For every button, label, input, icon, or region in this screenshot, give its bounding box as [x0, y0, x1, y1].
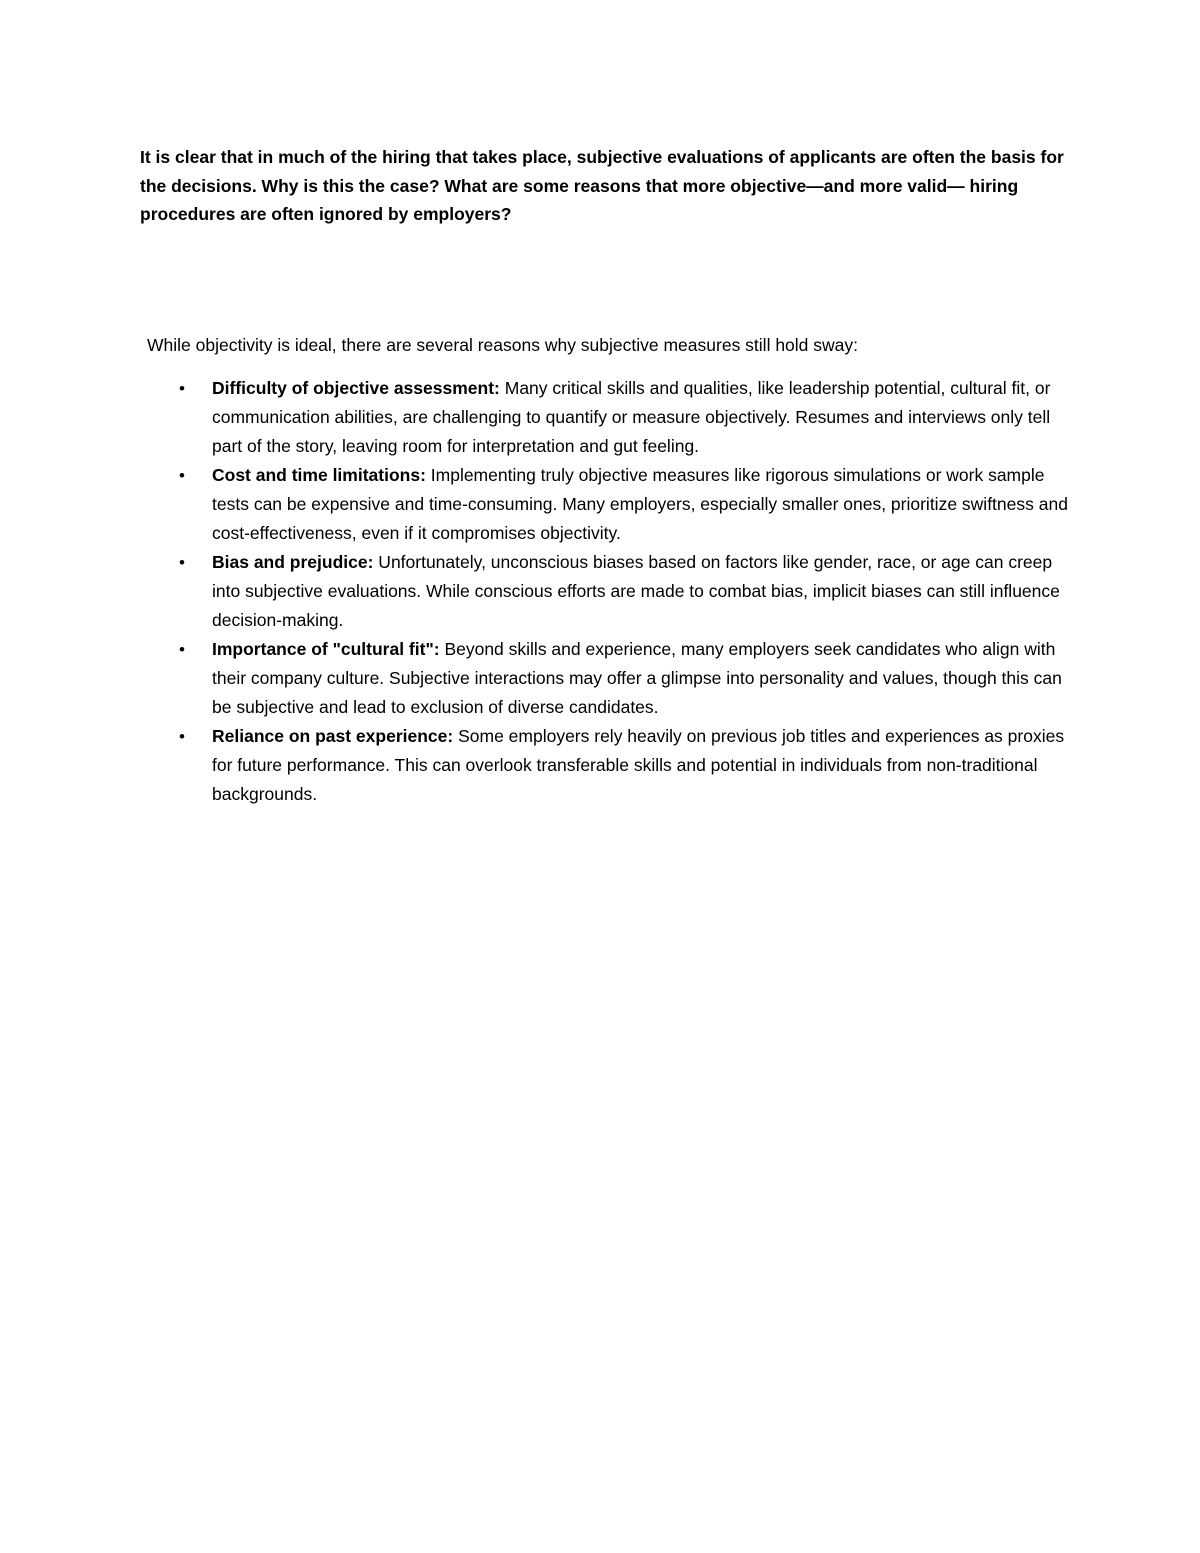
bullet-icon: • — [179, 379, 185, 398]
reasons-list — [179, 374, 1072, 809]
intro-text: While objectivity is ideal, there are several reasons why subjective measures still hold sway: — [147, 335, 858, 355]
list-item — [179, 461, 1072, 548]
reason-text: Many critical skills and qualities, like leadership potential, cultural fit, or communication abilities, are challenging to quantify or measure objectively. Resumes and interviews only tell part of the story, leaving room for interpretation and gut feeling. — [212, 378, 1051, 456]
list-item — [179, 635, 1072, 722]
reason-title: Difficulty of objective assessment: — [212, 378, 500, 398]
reason-title: Cost and time limitations: — [212, 465, 426, 485]
reason-title: Bias and prejudice: — [212, 552, 374, 572]
bullet-icon: • — [179, 727, 185, 746]
question-text: It is clear that in much of the hiring that takes place, subjective evaluations of applicants are often the basis for the decisions. Why is this the case? What are some reasons that more objective—and more valid— hiring procedures are often ignored by employers? — [140, 147, 1064, 224]
bullet-icon: • — [179, 466, 185, 485]
bullet-icon: • — [179, 640, 185, 659]
reason-text: Beyond skills and experience, many employers seek candidates who align with their company culture. Subjective interactions may offer a glimpse into personality and values, though this can be subjective and lead to exclusion of diverse candidates. — [212, 639, 1062, 717]
reason-title: Reliance on past experience: — [212, 726, 454, 746]
reason-text: Some employers rely heavily on previous job titles and experiences as proxies for future performance. This can overlook transferable skills and potential in individuals from non-traditional backgrounds. — [212, 726, 1065, 804]
reason-text: Implementing truly objective measures like rigorous simulations or work sample tests can be expensive and time-consuming. Many employers, especially smaller ones, prioritize swiftness and cost-effectiveness, even if it compromises objectivity. — [212, 465, 1068, 543]
list-item — [179, 548, 1072, 635]
reason-title: Importance of "cultural fit": — [212, 639, 440, 659]
reason-text: Unfortunately, unconscious biases based on factors like gender, race, or age can creep into subjective evaluations. While conscious efforts are made to combat bias, implicit biases can still influence decision-making. — [212, 552, 1060, 630]
list-item — [179, 722, 1072, 809]
list-item — [179, 374, 1072, 461]
bullet-icon: • — [179, 553, 185, 572]
